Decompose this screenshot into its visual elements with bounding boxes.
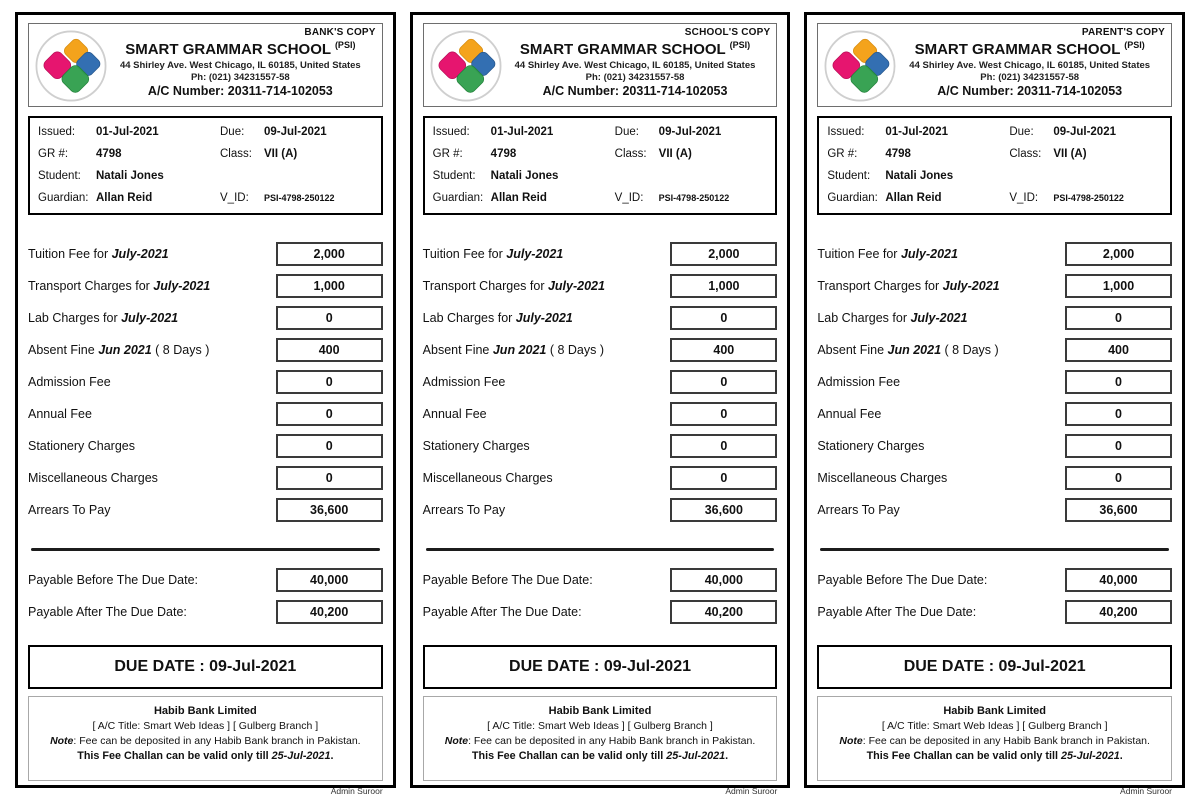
due-date-banner: DUE DATE : 09-Jul-2021 [423, 645, 778, 689]
payable-before-row [28, 568, 383, 592]
payable-before-row [423, 568, 778, 592]
fee-value-box: 0 [670, 466, 777, 490]
fee-label: Absent Fine Jun 2021 ( 8 Days ) [817, 343, 999, 357]
school-address: 44 Shirley Ave. West Chicago, IL 60185, United States [909, 59, 1151, 71]
fee-value-box: 0 [276, 370, 383, 394]
total-divider [31, 548, 380, 551]
school-logo-icon [824, 30, 896, 102]
fee-row [423, 466, 778, 490]
gr-number-label: GR #: [38, 148, 69, 160]
payable-after-label: Payable After The Due Date: [422, 605, 582, 619]
due-value: 09-Jul-2021 [264, 126, 327, 138]
fee-challan [410, 12, 791, 796]
fee-value-box: 0 [1065, 370, 1172, 394]
fee-row [423, 274, 778, 298]
student-label: Student: [827, 170, 871, 182]
due-date-banner: DUE DATE : 09-Jul-2021 [817, 645, 1172, 689]
fee-value-box: 0 [1065, 466, 1172, 490]
school-address: 44 Shirley Ave. West Chicago, IL 60185, United States [514, 59, 756, 71]
fee-value-box: 0 [1065, 306, 1172, 330]
payable-before-label: Payable Before The Due Date: [28, 573, 199, 587]
fee-row [28, 242, 383, 266]
payable-after-value-box: 40,200 [1065, 600, 1172, 624]
fee-label: Absent Fine Jun 2021 ( 8 Days ) [422, 343, 605, 357]
class-label: Class: [1009, 148, 1042, 160]
issued-value: 01-Jul-2021 [96, 126, 159, 138]
fee-label: Miscellaneous Charges [817, 471, 948, 485]
school-account-number: A/C Number: 20311-714-102053 [937, 84, 1123, 99]
fee-row [817, 498, 1172, 522]
payable-after-label: Payable After The Due Date: [817, 605, 977, 619]
fee-value-box: 0 [670, 306, 777, 330]
fee-label: Transport Charges for July-2021 [817, 279, 1000, 293]
fee-label: Tuition Fee for July-2021 [817, 247, 958, 261]
fee-row [423, 338, 778, 362]
guardian-label: Guardian: [38, 192, 89, 204]
school-name-suffix: (PSI) [334, 39, 356, 50]
fee-table [28, 242, 383, 530]
school-logo-icon [35, 30, 107, 102]
gr-number-value: 4798 [885, 148, 911, 160]
guardian-name: Allan Reid [490, 192, 547, 204]
fee-row [817, 242, 1172, 266]
fee-label: Transport Charges for July-2021 [28, 279, 211, 293]
fee-value-box: 0 [276, 466, 383, 490]
fee-row [423, 402, 778, 426]
student-label: Student: [432, 170, 476, 182]
fee-label: Miscellaneous Charges [422, 471, 553, 485]
guardian-name: Allan Reid [96, 192, 153, 204]
school-account-number: A/C Number: 20311-714-102053 [147, 84, 333, 99]
fee-row [423, 242, 778, 266]
fee-row [423, 434, 778, 458]
bank-note-line: Note: Fee can be deposited in any Habib Bank branch in Pakistan. [444, 735, 756, 748]
fee-label: Arrears To Pay [28, 503, 111, 517]
fee-value-box: 2,000 [276, 242, 383, 266]
copy-type-label: BANK'S COPY [304, 27, 376, 38]
payable-before-value-box: 40,000 [670, 568, 777, 592]
fee-row [28, 466, 383, 490]
fee-label: Annual Fee [817, 407, 882, 421]
payable-after-label: Payable After The Due Date: [28, 605, 187, 619]
payable-after-row [28, 600, 383, 624]
voucher-id-value: PSI-4798-250122 [658, 193, 730, 203]
student-info-box [817, 116, 1172, 215]
fee-label: Transport Charges for July-2021 [422, 279, 605, 293]
due-date-banner: DUE DATE : 09-Jul-2021 [28, 645, 383, 689]
fee-label: Absent Fine Jun 2021 ( 8 Days ) [28, 343, 210, 357]
payable-before-label: Payable Before The Due Date: [422, 573, 593, 587]
fee-row [28, 338, 383, 362]
fee-row [28, 434, 383, 458]
gr-number-value: 4798 [490, 148, 517, 160]
voucher-id-value: PSI-4798-250122 [264, 193, 335, 203]
fee-label: Tuition Fee for July-2021 [422, 247, 564, 261]
issued-value: 01-Jul-2021 [490, 126, 554, 138]
voucher-id-label: V_ID: [1009, 192, 1039, 204]
fee-value-box: 36,600 [1065, 498, 1172, 522]
school-header-text [107, 30, 374, 100]
class-value: VII (A) [1053, 148, 1087, 160]
fee-row [817, 402, 1172, 426]
fee-label: Stationery Charges [817, 439, 925, 453]
student-name: Natali Jones [490, 170, 559, 182]
fee-value-box: 36,600 [670, 498, 777, 522]
student-info-box [28, 116, 383, 215]
bank-account-title: [ A/C Title: Smart Web Ideas ] [ Gulberg Branch ] [487, 720, 713, 733]
bank-notes-box [817, 696, 1172, 781]
payable-after-value-box: 40,200 [276, 600, 383, 624]
due-value: 09-Jul-2021 [1053, 126, 1116, 138]
total-divider [820, 548, 1169, 551]
payable-before-value-box: 40,000 [276, 568, 383, 592]
guardian-label: Guardian: [827, 192, 878, 204]
fee-table [817, 242, 1172, 530]
fee-challan [804, 12, 1185, 796]
bank-name: Habib Bank Limited [548, 705, 652, 717]
school-name-suffix: (PSI) [1124, 39, 1145, 50]
fee-value-box: 0 [670, 434, 777, 458]
voucher-id-label: V_ID: [614, 192, 644, 204]
fee-value-box: 1,000 [670, 274, 777, 298]
school-name: SMART GRAMMAR SCHOOL $^{(PSI)}$ [914, 39, 1145, 58]
fee-row [423, 306, 778, 330]
fee-label: Admission Fee [28, 375, 111, 389]
student-label: Student: [38, 170, 81, 182]
class-label: Class: [614, 148, 647, 160]
class-value: VII (A) [264, 148, 298, 160]
due-label: Due: [1009, 126, 1034, 138]
fee-table [423, 242, 778, 530]
admin-signature: Admin Suroor [1120, 785, 1173, 796]
school-name: SMART GRAMMAR SCHOOL $^{(PSI)}$ [519, 39, 751, 58]
school-account-number: A/C Number: 20311-714-102053 [542, 84, 728, 99]
fee-row [817, 466, 1172, 490]
due-label: Due: [220, 126, 245, 138]
fee-value-box: 0 [670, 370, 777, 394]
fee-value-box: 400 [670, 338, 777, 362]
bank-name: Habib Bank Limited [153, 705, 257, 717]
payable-before-label: Payable Before The Due Date: [817, 573, 988, 587]
fee-row [28, 498, 383, 522]
fee-value-box: 0 [276, 434, 383, 458]
payable-after-row [423, 600, 778, 624]
challan-validity-line: This Fee Challan can be valid only till 25-Jul-2021. [77, 749, 334, 762]
fee-label: Arrears To Pay [422, 503, 506, 517]
student-name: Natali Jones [885, 170, 954, 182]
school-phone: Ph: (021) 34231557-58 [980, 71, 1080, 83]
fee-label: Lab Charges for July-2021 [422, 311, 573, 325]
fee-label: Lab Charges for July-2021 [28, 311, 179, 325]
fee-label: Lab Charges for July-2021 [817, 311, 968, 325]
issued-label: Issued: [827, 126, 865, 138]
challan-header [28, 23, 383, 107]
fee-label: Admission Fee [422, 375, 506, 389]
fee-row [423, 370, 778, 394]
challan-header [423, 23, 778, 107]
challan-validity-line: This Fee Challan can be valid only till 25-Jul-2021. [866, 749, 1123, 762]
fee-row [28, 274, 383, 298]
issued-value: 01-Jul-2021 [885, 126, 948, 138]
admin-signature: Admin Suroor [725, 785, 778, 796]
student-name: Natali Jones [96, 170, 164, 182]
copy-type-label: PARENT'S COPY [1081, 27, 1166, 38]
fee-value-box: 1,000 [1065, 274, 1172, 298]
admin-signature: Admin Suroor [330, 785, 383, 796]
fee-row [817, 306, 1172, 330]
fee-row [423, 498, 778, 522]
fee-label: Miscellaneous Charges [28, 471, 158, 485]
bank-note-line: Note: Fee can be deposited in any Habib Bank branch in Pakistan. [50, 735, 361, 748]
student-info-box [423, 116, 778, 215]
fee-value-box: 400 [1065, 338, 1172, 362]
fee-value-box: 1,000 [276, 274, 383, 298]
voucher-id-value: PSI-4798-250122 [1053, 193, 1124, 203]
voucher-id-label: V_ID: [220, 192, 249, 204]
fee-value-box: 0 [1065, 402, 1172, 426]
challan-validity-line: This Fee Challan can be valid only till 25-Jul-2021. [471, 749, 729, 762]
school-phone: Ph: (021) 34231557-58 [190, 71, 290, 83]
fee-value-box: 0 [1065, 434, 1172, 458]
school-address: 44 Shirley Ave. West Chicago, IL 60185, United States [119, 59, 361, 71]
issued-label: Issued: [38, 126, 76, 138]
fee-row [817, 338, 1172, 362]
class-label: Class: [220, 148, 252, 160]
bank-account-title: [ A/C Title: Smart Web Ideas ] [ Gulberg Branch ] [881, 720, 1108, 733]
fee-label: Arrears To Pay [817, 503, 900, 517]
fee-label: Tuition Fee for July-2021 [28, 247, 169, 261]
fee-row [817, 274, 1172, 298]
fee-value-box: 0 [276, 306, 383, 330]
fee-label: Stationery Charges [422, 439, 530, 453]
issued-label: Issued: [432, 126, 470, 138]
fee-label: Annual Fee [422, 407, 487, 421]
due-label: Due: [614, 126, 639, 138]
fee-label: Annual Fee [28, 407, 92, 421]
fee-value-box: 2,000 [670, 242, 777, 266]
payable-before-row [817, 568, 1172, 592]
payable-after-row [817, 600, 1172, 624]
fee-value-box: 2,000 [1065, 242, 1172, 266]
class-value: VII (A) [658, 148, 692, 160]
fee-challan [15, 12, 396, 796]
gr-number-label: GR #: [827, 148, 858, 160]
bank-note-line: Note: Fee can be deposited in any Habib Bank branch in Pakistan. [839, 735, 1150, 748]
fee-row [817, 434, 1172, 458]
fee-row [28, 402, 383, 426]
fee-label: Stationery Charges [28, 439, 136, 453]
gr-number-value: 4798 [96, 148, 122, 160]
due-value: 09-Jul-2021 [658, 126, 722, 138]
guardian-name: Allan Reid [885, 192, 942, 204]
school-phone: Ph: (021) 34231557-58 [585, 71, 685, 83]
bank-notes-box [28, 696, 383, 781]
fee-label: Admission Fee [817, 375, 901, 389]
school-name: SMART GRAMMAR SCHOOL $^{(PSI)}$ [125, 39, 356, 58]
total-divider [426, 548, 775, 551]
fee-value-box: 0 [670, 402, 777, 426]
gr-number-label: GR #: [432, 148, 463, 160]
school-logo-icon [430, 30, 502, 102]
fee-value-box: 400 [276, 338, 383, 362]
guardian-label: Guardian: [432, 192, 484, 204]
bank-name: Habib Bank Limited [943, 705, 1047, 717]
fee-value-box: 0 [276, 402, 383, 426]
fee-row [28, 370, 383, 394]
fee-value-box: 36,600 [276, 498, 383, 522]
bank-notes-box [423, 696, 778, 781]
copy-type-label: SCHOOL'S COPY [684, 27, 771, 38]
bank-account-title: [ A/C Title: Smart Web Ideas ] [ Gulberg Branch ] [92, 720, 319, 733]
school-name-suffix: (PSI) [729, 39, 751, 50]
fee-row [817, 370, 1172, 394]
payable-after-value-box: 40,200 [670, 600, 777, 624]
payable-before-value-box: 40,000 [1065, 568, 1172, 592]
challan-header [817, 23, 1172, 107]
school-header-text [896, 30, 1163, 100]
fee-row [28, 306, 383, 330]
school-header-text [502, 30, 769, 100]
